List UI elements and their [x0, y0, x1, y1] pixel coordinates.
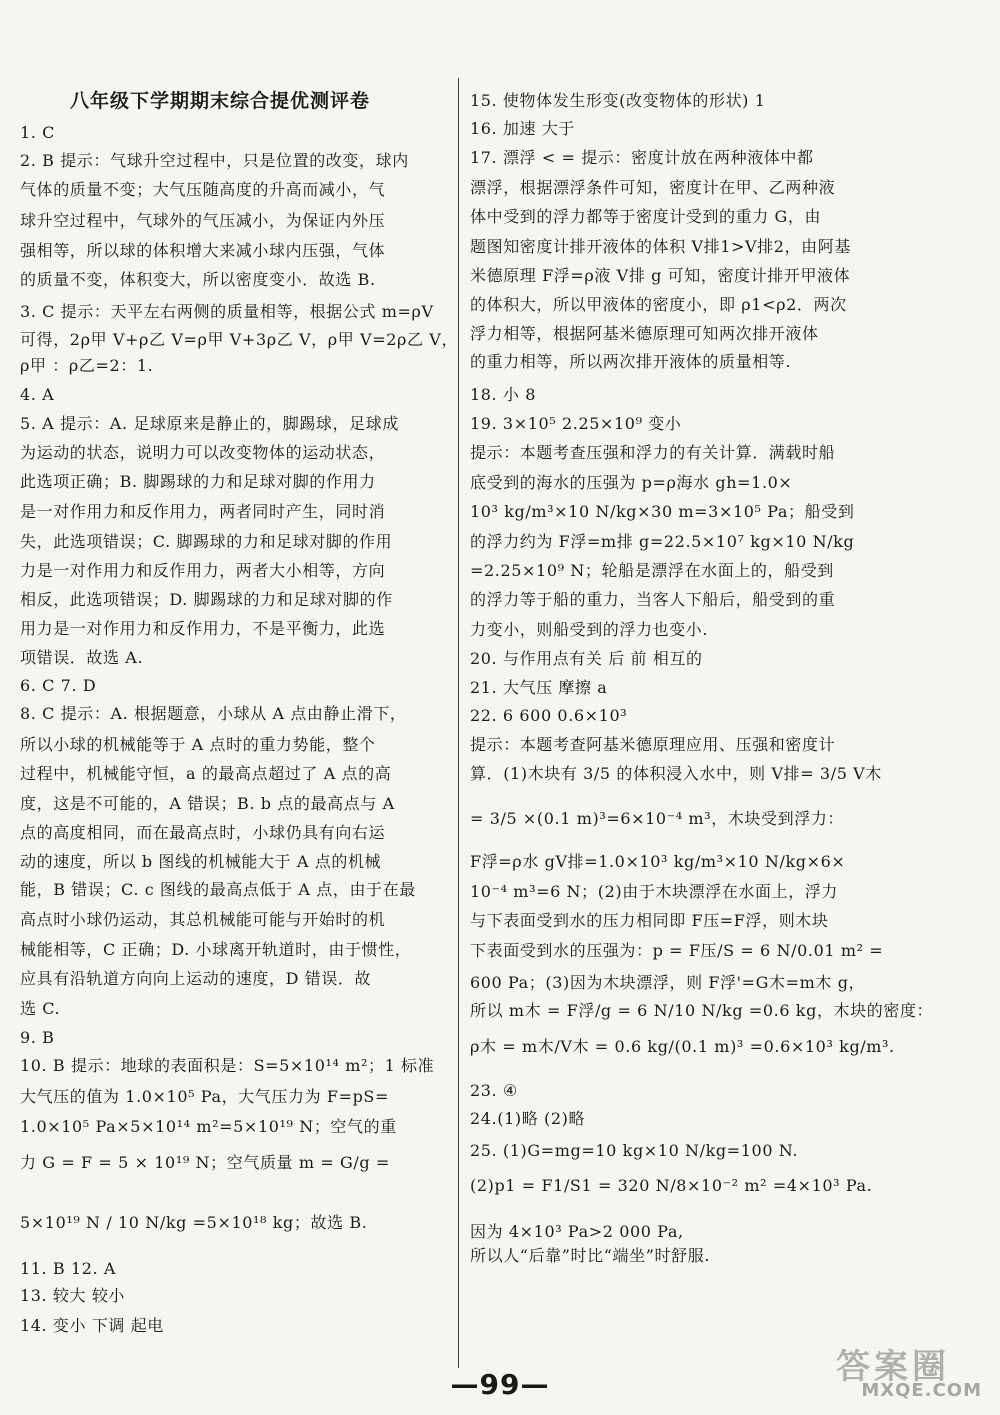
answer-line: 2. B 提示：气球升空过程中，只是位置的改变，球内 [20, 151, 409, 170]
answer-line: 的重力相等，所以两次排开液体的质量相等. [470, 352, 792, 371]
answer-line: 因为 4×10³ Pa>2 000 Pa, [470, 1222, 684, 1241]
answer-line: 1. C [20, 123, 55, 142]
answer-line: 17. 漂浮 < = 提示：密度计放在两种液体中都 [470, 148, 814, 167]
answer-line: 此选项正确；B. 脚踢球的力和足球对脚的作用力 [20, 472, 376, 491]
answer-line: 能，B 错误；C. c 图线的最高点低于 A 点，由于在最 [20, 880, 416, 899]
answer-line: 米德原理 F浮=ρ液 V排 g 可知，密度计排开甲液体 [470, 266, 851, 285]
answer-line: 600 Pa；(3)因为木块漂浮，则 F浮'=G木=m木 g， [470, 973, 866, 992]
answer-line: 下表面受到水的压强为：p = F压/S = 6 N/0.01 m² = [470, 941, 884, 960]
answer-line: 体中受到的浮力都等于密度计受到的重力 G，由 [470, 207, 822, 226]
answer-line: 提示：本题考查阿基米德原理应用、压强和密度计 [470, 735, 836, 754]
answer-line: 械能相等，C 正确；D. 小球离开轨道时，由于惯性， [20, 940, 412, 959]
answer-line: 失，此选项错误；C. 脚踢球的力和足球对脚的作用 [20, 532, 393, 551]
answer-line: 度，这是不可能的，A 错误；B. b 点的最高点与 A [20, 794, 395, 813]
answer-line: 的质量不变，体积变大，所以密度变小．故选 B. [20, 270, 376, 289]
answer-line: 底受到的海水的压强为 p=ρ海水 gh=1.0× [470, 473, 793, 492]
answer-line: 应具有沿轨道方向向上运动的速度，D 错误．故 [20, 969, 372, 988]
answer-line: 算．(1)木块有 3/5 的体积浸入水中，则 V排= 3/5 V木 [470, 764, 882, 783]
answer-line: 高点时小球仍运动，其总机械能可能与开始时的机 [20, 910, 386, 929]
answer-line: 20. 与作用点有关 后 前 相互的 [470, 649, 703, 668]
answer-line: 点的高度相同，而在最高点时，小球仍具有向右运 [20, 823, 386, 842]
answer-line: 强相等，所以球的体积增大来减小球内压强，气体 [20, 241, 386, 260]
answer-line: 相反，此选项错误；D. 脚踢球的力和足球对脚的作 [20, 590, 393, 609]
answer-line: 1.0×10⁵ Pa×5×10¹⁴ m²=5×10¹⁹ N；空气的重 [20, 1117, 397, 1136]
answer-line: 15. 使物体发生形变(改变物体的形状) 1 [470, 91, 766, 110]
answer-line: 用力是一对作用力和反作用力，不是平衡力，此选 [20, 619, 386, 638]
section-title: 八年级下学期期末综合提优测评卷 [70, 90, 371, 112]
answer-line: 可得，2ρ甲 V+ρ乙 V=ρ甲 V+3ρ乙 V，ρ甲 V=2ρ乙 V， [20, 330, 459, 349]
answer-line: 所以 m木 = F浮/g = 6 N/10 N/kg =0.6 kg，木块的密度： [470, 1001, 934, 1020]
answer-line: 的体积大，所以甲液体的密度小，即 ρ1<ρ2．两次 [470, 295, 847, 314]
answer-line: 漂浮，根据漂浮条件可知，密度计在甲、乙两种液 [470, 178, 836, 197]
answer-line: 提示：本题考查压强和浮力的有关计算．满载时船 [470, 443, 836, 462]
answer-line: F浮=ρ水 gV排=1.0×10³ kg/m³×10 N/kg×6× [470, 852, 846, 871]
answer-line: 题图知密度计排开液体的体积 V排1>V排2，由阿基 [470, 237, 851, 256]
answer-line: 3. C 提示：天平左右两侧的质量相等，根据公式 m=ρV [20, 302, 434, 321]
answer-line: 浮力相等，根据阿基米德原理可知两次排开液体 [470, 324, 819, 343]
answer-line: 力是一对作用力和反作用力，两者大小相等，方向 [20, 561, 386, 580]
answer-line: 的浮力等于船的重力，当客人下船后，船受到的重 [470, 590, 836, 609]
answer-line: 为运动的状态，说明力可以改变物体的运动状态， [20, 443, 386, 462]
answer-line: 16. 加速 大于 [470, 119, 576, 138]
answer-line: ρ木 = m木/V木 = 0.6 kg/(0.1 m)³ =0.6×10³ kg/m³. [470, 1037, 895, 1056]
answer-line: 力 G = F = 5 × 10¹⁹ N；空气质量 m = G/g = [20, 1153, 390, 1172]
answer-line: 过程中，机械能守恒，a 的最高点超过了 A 点的高 [20, 764, 392, 783]
answer-line: 11. B 12. A [20, 1259, 117, 1278]
answer-line: 10³ kg/m³×10 N/kg×30 m=3×10⁵ Pa；船受到 [470, 502, 855, 521]
answer-line: 的浮力约为 F浮=m排 g=22.5×10⁷ kg×10 N/kg [470, 532, 855, 551]
answer-line: (2)p1 = F1/S1 = 320 N/8×10⁻² m² =4×10³ Pa. [470, 1176, 873, 1195]
answer-line: 21. 大气压 摩擦 a [470, 678, 608, 697]
answer-line: 14. 变小 下调 起电 [20, 1316, 164, 1335]
answer-line: 10⁻⁴ m³=6 N；(2)由于木块漂浮在水面上，浮力 [470, 882, 839, 901]
answer-line: 与下表面受到水的压力相同即 F压=F浮，则木块 [470, 911, 829, 930]
answer-line: 力变小，则船受到的浮力也变小. [470, 620, 709, 639]
watermark-bottom-text: MXQE.COM [861, 1380, 982, 1401]
answer-line: = 3/5 ×(0.1 m)³=6×10⁻⁴ m³，木块受到浮力： [470, 809, 845, 828]
answer-line: 所以小球的机械能等于 A 点时的重力势能，整个 [20, 735, 376, 754]
watermark-top-text: 答案圈 [836, 1347, 950, 1387]
answer-line: ρ甲 ：ρ乙=2：1. [20, 356, 154, 375]
answer-line: 5. A 提示：A. 足球原来是静止的，脚踢球，足球成 [20, 414, 399, 433]
answer-line: 气体的质量不变；大气压随高度的升高而减小，气 [20, 180, 386, 199]
column-divider [458, 78, 459, 1368]
watermark-logo [832, 1339, 982, 1401]
answer-line: 24.(1)略 (2)略 [470, 1109, 586, 1128]
answer-line: 23. ④ [470, 1081, 518, 1100]
answer-line: 球升空过程中，气球外的气压减小，为保证内外压 [20, 211, 386, 230]
answer-line: 4. A [20, 385, 55, 404]
answer-line: 是一对作用力和反作用力，两者同时产生，同时消 [20, 502, 386, 521]
answer-line: 22. 6 600 0.6×10³ [470, 706, 628, 725]
answer-line: 9. B [20, 1028, 55, 1047]
page-number: —99— [450, 1368, 550, 1401]
answer-line: 5×10¹⁹ N / 10 N/kg =5×10¹⁸ kg；故选 B. [20, 1213, 368, 1232]
answer-line: 所以人“后靠”时比“端坐”时舒服. [470, 1246, 711, 1265]
answer-line: 选 C. [20, 999, 61, 1018]
answer-line: 10. B 提示：地球的表面积是：S=5×10¹⁴ m²；1 标准 [20, 1056, 435, 1075]
answer-line: 19. 3×10⁵ 2.25×10⁹ 变小 [470, 414, 682, 433]
answer-line: 18. 小 8 [470, 385, 536, 404]
answer-line: 动的速度，所以 b 图线的机械能大于 A 点的机械 [20, 852, 382, 871]
answer-line: 项错误．故选 A. [20, 648, 144, 667]
answer-line: 6. C 7. D [20, 676, 97, 695]
answer-line: 13. 较大 较小 [20, 1286, 126, 1305]
answer-line: 8. C 提示：A. 根据题意，小球从 A 点由静止滑下， [20, 704, 407, 723]
answer-line: 25. (1)G=mg=10 kg×10 N/kg=100 N. [470, 1141, 799, 1160]
answer-line: 大气压的值为 1.0×10⁵ Pa，大气压力为 F=pS= [20, 1087, 389, 1106]
answer-line: =2.25×10⁹ N；轮船是漂浮在水面上的，船受到 [470, 561, 834, 580]
